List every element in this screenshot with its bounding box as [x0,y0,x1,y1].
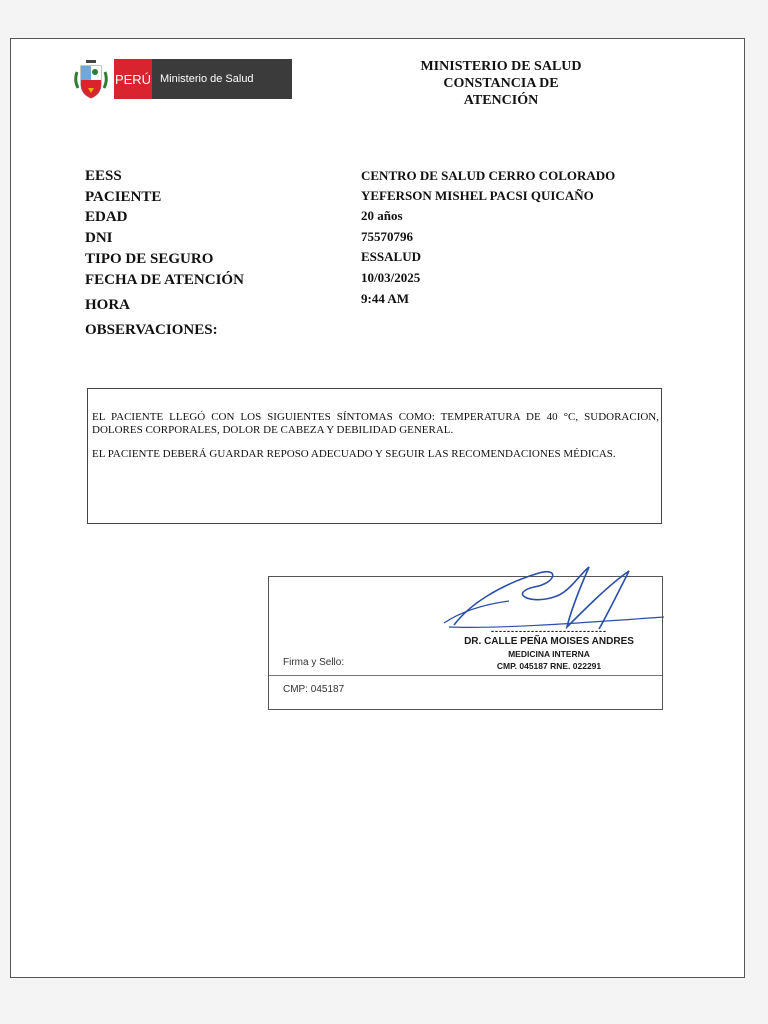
fecha-label: FECHA DE ATENCIÓN [85,272,244,288]
ministry-logo [74,58,292,100]
hora-label: HORA [85,297,130,313]
edad-value: 20 años [361,208,403,223]
cmp-label: CMP: 045187 [283,684,345,695]
ministry-label: Ministerio de Salud [152,59,292,99]
document-title [390,58,612,109]
paciente-value: YEFERSON MISHEL PACSI QUICAÑO [361,188,594,203]
observaciones-label: OBSERVACIONES: [85,322,218,338]
paciente-label: PACIENTE [85,189,162,205]
signature-box [268,576,663,710]
eess-label: EESS [85,168,122,184]
stamp-dotted-line: ----------------------------- [491,626,607,636]
title-line-3: ATENCIÓN [463,93,539,108]
hora-value: 9:44 AM [361,291,410,306]
title-line-1: MINISTERIO DE SALUD [420,59,582,74]
stamp-doctor-name: DR. CALLE PEÑA MOISES ANDRES [464,636,634,647]
dni-label: DNI [85,230,113,246]
stamp-specialty: MEDICINA INTERNA [508,649,590,659]
observation-paragraph-2: EL PACIENTE DEBERÁ GUARDAR REPOSO ADECUADO Y SEGUIR LAS RECOMENDACIONES MÉDICAS. [92,448,616,460]
stamp-cmp: CMP. 045187 RNE. 022291 [496,661,602,671]
firma-label: Firma y Sello: [283,657,345,668]
observations-box [87,388,662,524]
eess-value: CENTRO DE SALUD CERRO COLORADO [361,168,616,183]
signature-divider [269,675,662,676]
title-line-2: CONSTANCIA DE [443,76,559,91]
dni-value: 75570796 [361,229,413,244]
edad-label: EDAD [85,209,128,225]
observation-paragraph-1: EL PACIENTE LLEGÓ CON LOS SIGUIENTES SÍNTOMAS COMO: TEMPERATURA DE 40 °C, SUDORACION, DOLORES CORPORALES, DOLOR DE CABEZA Y DEBILIDAD GENERAL. [92,411,659,436]
peru-label: PERÚ [114,59,152,99]
seguro-value: ESSALUD [361,249,421,264]
coat-of-arms-icon [74,58,108,100]
seguro-label: TIPO DE SEGURO [85,251,214,267]
fecha-value: 10/03/2025 [361,270,421,285]
doctor-stamp [449,627,649,672]
